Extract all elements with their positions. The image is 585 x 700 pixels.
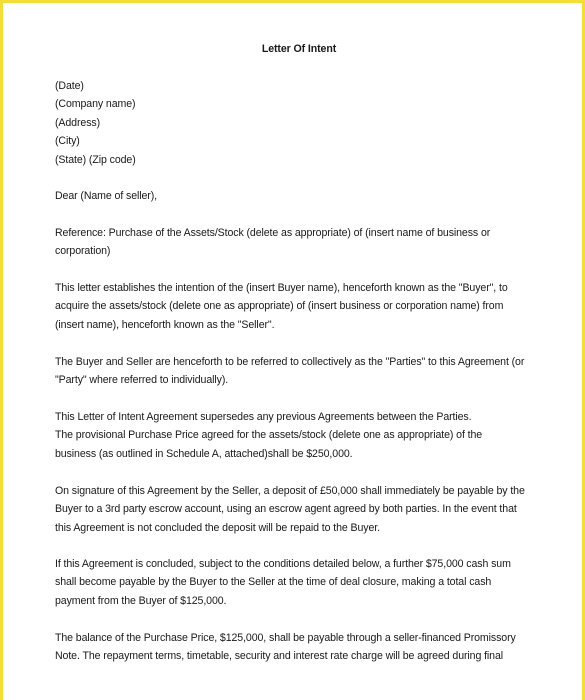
purchase-price-paragraph (55, 408, 550, 463)
text-line: corporation) (55, 245, 111, 258)
salutation-line: Dear (Name of seller), (55, 190, 157, 202)
balance-paragraph (55, 629, 550, 666)
address-block (55, 77, 550, 169)
text-line: (insert name), henceforth known as the "Seller". (55, 318, 275, 331)
text-line: The Buyer and Seller are henceforth to be referred to collectively as the "Parties" to this Agreement (or (55, 356, 525, 368)
deposit-paragraph (55, 482, 550, 537)
text-line: acquire the assets/stock (delete one as appropriate) of (insert business or corporation name) from (55, 300, 504, 313)
cash-payment-paragraph (55, 555, 550, 610)
address-company-name: (Company name) (55, 98, 136, 111)
parties-paragraph (55, 353, 550, 390)
bottom-fade-overlay (3, 674, 582, 700)
text-line: Note. The repayment terms, timetable, security and interest rate charge will be agreed during final (55, 650, 504, 663)
text-line: This letter establishes the intention of the (insert Buyer name), henceforth known as the "Buyer", to (55, 282, 508, 294)
reference-paragraph (55, 224, 550, 261)
text-line: If this Agreement is concluded, subject to the conditions detailed below, a further $75,000 cash sum (55, 558, 511, 570)
text-line: "Party" where referred to individually). (55, 374, 229, 387)
text-line: this Agreement is not concluded the deposit will be repaid to the Buyer. (55, 521, 380, 534)
text-line: Reference: Purchase of the Assets/Stock (delete as appropriate) of (insert name of business or (55, 227, 491, 239)
address-date: (Date) (55, 80, 84, 92)
text-line: payment from the Buyer of $125,000. (55, 594, 227, 607)
text-line: shall become payable by the Buyer to the Seller at the time of deal closure, making a total cash (55, 576, 492, 589)
text-line: The balance of the Purchase Price, $125,000, shall be payable through a seller-financed Promissory (55, 632, 516, 644)
intention-paragraph (55, 279, 550, 334)
document-title: Letter Of Intent (261, 43, 337, 55)
salutation (55, 187, 550, 205)
address-street: (Address) (55, 116, 101, 129)
text-line: This Letter of Intent Agreement supersedes any previous Agreements between the Parties. (55, 411, 472, 423)
text-line: Buyer to a 3rd party escrow account, using an escrow agent agreed by both parties. In the event that (55, 503, 517, 516)
address-city: (City) (55, 135, 80, 148)
text-line: On signature of this Agreement by the Seller, a deposit of £50,000 shall immediately be payable by the (55, 485, 525, 497)
text-line: The provisional Purchase Price agreed for the assets/stock (delete one as appropriate) of the (55, 429, 483, 442)
address-state-zip: (State) (Zip code) (55, 153, 136, 166)
text-line: business (as outlined in Schedule A, attached)shall be $250,000. (55, 447, 353, 460)
